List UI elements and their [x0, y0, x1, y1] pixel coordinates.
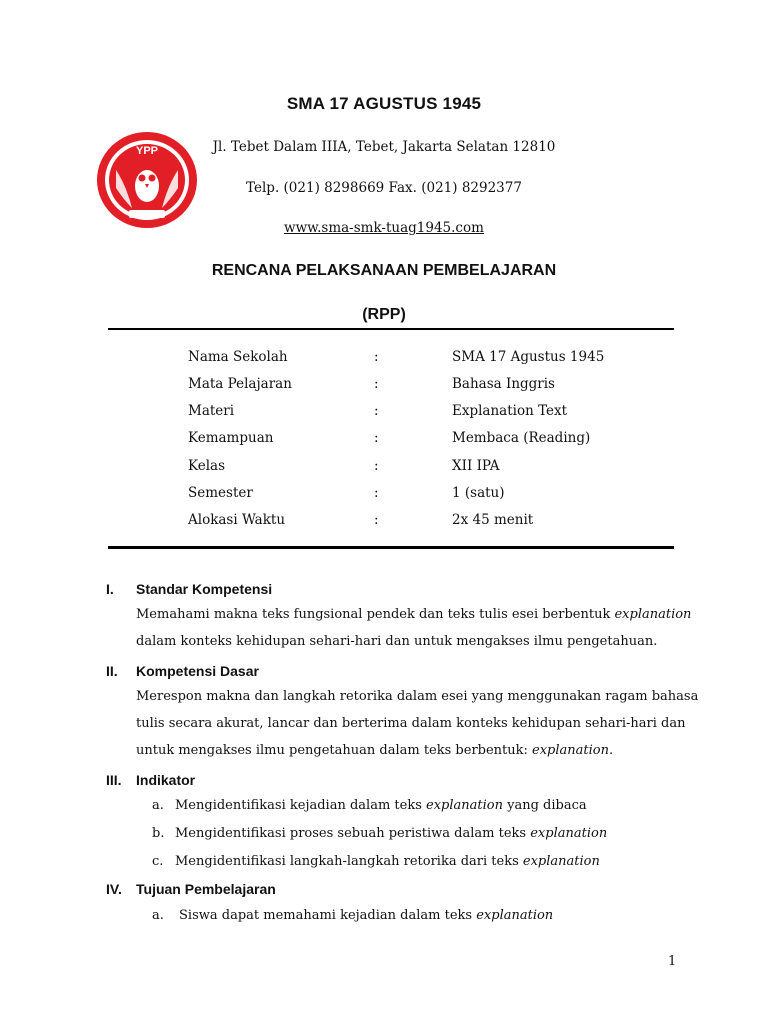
info-label: Semester — [188, 485, 253, 501]
text-run: Mengidentifikasi kejadian dalam teks — [175, 798, 427, 813]
school-name: SMA 17 AGUSTUS 1945 — [286, 94, 482, 113]
list-item — [175, 798, 587, 813]
info-colon: : — [374, 512, 379, 528]
info-row — [188, 512, 688, 534]
paragraph-line — [136, 743, 613, 758]
info-label: Nama Sekolah — [188, 349, 288, 365]
school-website-link[interactable]: www.sma-smk-tuag1945.com — [284, 220, 484, 236]
section-heading: Tujuan Pembelajaran — [136, 881, 276, 897]
info-row — [188, 430, 688, 452]
text-run: Memahami makna teks fungsional pendek dan teks tulis esei berbentuk — [136, 607, 615, 622]
info-value: 1 (satu) — [452, 485, 505, 501]
paragraph-line: tulis secara akurat, lancar dan berterima dalam konteks kehidupan sehari-hari dan — [136, 716, 686, 731]
info-label: Alokasi Waktu — [188, 512, 286, 528]
info-colon: : — [374, 403, 379, 419]
info-value: 2x 45 menit — [452, 512, 534, 528]
page-number: 1 — [668, 954, 677, 969]
info-row — [188, 349, 688, 371]
list-marker: a. — [152, 908, 164, 923]
info-label: Mata Pelajaran — [188, 376, 292, 392]
info-row — [188, 458, 688, 480]
paragraph-line — [136, 607, 691, 622]
info-label: Materi — [188, 403, 235, 419]
top-rule — [108, 328, 674, 330]
info-colon: : — [374, 430, 379, 446]
section-number: IV. — [106, 881, 122, 897]
info-colon: : — [374, 458, 379, 474]
section-heading: Kompetensi Dasar — [136, 663, 259, 679]
document-title: RENCANA PELAKSANAAN PEMBELAJARAN — [211, 262, 557, 279]
info-value: Membaca (Reading) — [452, 430, 591, 446]
italic-term: explanation — [532, 743, 609, 758]
section-number: II. — [106, 663, 118, 679]
list-item — [175, 826, 607, 841]
info-row — [188, 485, 688, 507]
text-run: . — [609, 743, 614, 758]
italic-term: explanation — [614, 607, 692, 622]
school-phone: Telp. (021) 8298669 Fax. (021) 8292377 — [246, 180, 522, 196]
school-address: Jl. Tebet Dalam IIIA, Tebet, Jakarta Selatan 12810 — [212, 139, 556, 155]
italic-term: explanation — [426, 798, 503, 813]
logo-text: YPP — [135, 145, 159, 157]
info-value: Explanation Text — [452, 403, 568, 419]
info-colon: : — [374, 349, 379, 365]
info-colon: : — [374, 485, 379, 501]
list-item — [179, 908, 553, 923]
list-marker: b. — [152, 826, 165, 841]
section-heading: Standar Kompetensi — [136, 581, 273, 597]
section-number: III. — [106, 772, 122, 788]
italic-term: explanation — [530, 826, 608, 841]
paragraph-line: dalam konteks kehidupan sehari-hari dan untuk mengakses ilmu pengetahuan. — [136, 634, 658, 649]
text-run: Mengidentifikasi proses sebuah peristiwa dalam teks — [175, 826, 531, 841]
text-run: Mengidentifikasi langkah-langkah retorika dari teks — [175, 854, 523, 869]
info-colon: : — [374, 376, 379, 392]
italic-term: explanation — [522, 854, 600, 869]
info-row — [188, 376, 688, 398]
info-value: XII IPA — [452, 458, 500, 474]
info-value: SMA 17 Agustus 1945 — [452, 349, 605, 365]
list-marker: c. — [152, 854, 164, 869]
info-label: Kemampuan — [188, 430, 274, 446]
section-number: I. — [106, 581, 114, 597]
text-run: Siswa dapat memahami kejadian dalam teks — [179, 908, 477, 923]
text-run: yang dibaca — [502, 798, 587, 813]
paragraph-line: Merespon makna dan langkah retorika dalam esei yang menggunakan ragam bahasa — [136, 689, 699, 704]
info-value: Bahasa Inggris — [452, 376, 555, 392]
text-run: untuk mengakses ilmu pengetahuan dalam teks berbentuk: — [136, 743, 533, 758]
info-row — [188, 403, 688, 425]
document-abbrev: (RPP) — [362, 306, 406, 323]
italic-term: explanation — [476, 908, 554, 923]
section-heading: Indikator — [136, 772, 196, 788]
list-marker: a. — [152, 798, 164, 813]
bottom-rule — [108, 546, 674, 549]
list-item — [175, 854, 600, 869]
info-label: Kelas — [188, 458, 226, 474]
